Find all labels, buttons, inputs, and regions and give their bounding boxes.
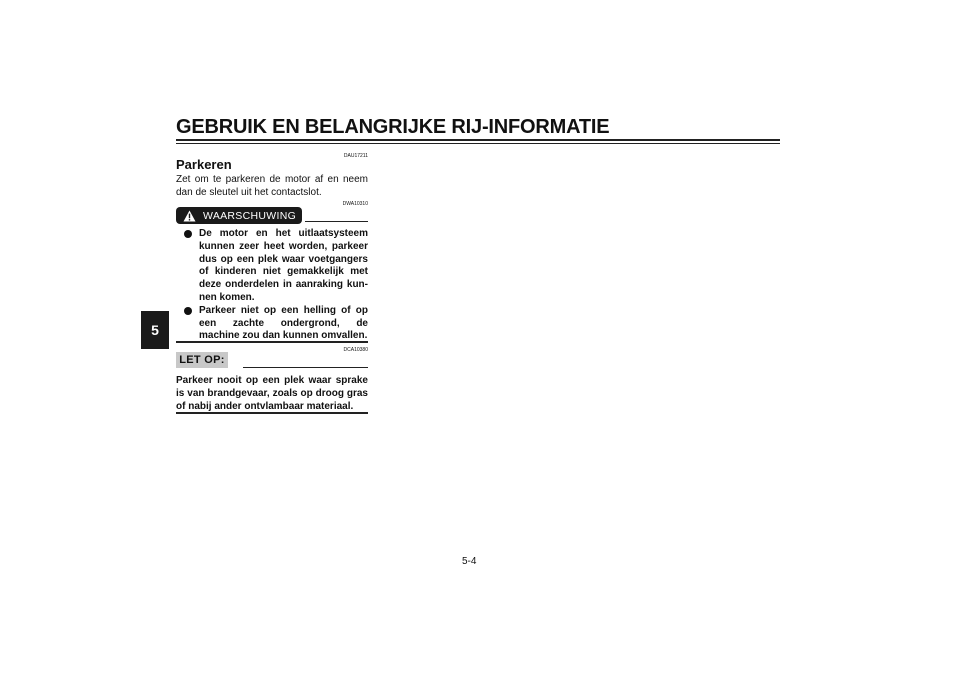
warning-triangle-icon <box>183 210 196 222</box>
bullet-icon <box>184 230 192 238</box>
caution-badge: LET OP: <box>176 352 228 368</box>
warning-list <box>184 228 368 343</box>
page-title: GEBRUIK EN BELANGRIJKE RIJ-INFORMATIE <box>176 116 610 138</box>
caution-rule <box>243 367 368 368</box>
chapter-tab: 5 <box>141 311 169 349</box>
warning-end-rule <box>176 341 368 343</box>
section-intro: Zet om te parkeren de motor af en neem dan de sleutel uit het contactslot. <box>176 174 368 198</box>
caution-end-rule <box>176 412 368 414</box>
section-heading: Parkeren <box>176 157 232 172</box>
caution-code: DCA10380 <box>343 347 368 353</box>
list-item <box>184 228 368 305</box>
list-item <box>184 305 368 343</box>
warning-label: WAARSCHUWING <box>203 209 297 222</box>
warning-item-text: Parkeer niet op een helling of op een zachte ondergrond, de machine zou dan kunnen omvallen. <box>199 304 368 342</box>
page-number: 5-4 <box>462 556 477 567</box>
title-rule-thin <box>176 143 780 144</box>
caution-text: Parkeer nooit op een plek waar sprake is van brandgevaar, zoals op droog gras of nabij ander ontvlambaar materiaal. <box>176 375 368 412</box>
title-rule <box>176 139 780 141</box>
warning-item-text: De motor en het uitlaatsysteem kunnen zeer heet worden, parkeer dus op een plek waar voetgangers of kinderen niet gemakkelijk met deze onderdelen in aanraking kun-nen komen. <box>199 228 368 303</box>
bullet-icon <box>184 307 192 315</box>
warning-rule <box>305 221 368 222</box>
warning-badge <box>176 207 302 224</box>
section-code: DAU17211 <box>343 153 368 159</box>
warning-code: DWA10310 <box>342 201 368 207</box>
